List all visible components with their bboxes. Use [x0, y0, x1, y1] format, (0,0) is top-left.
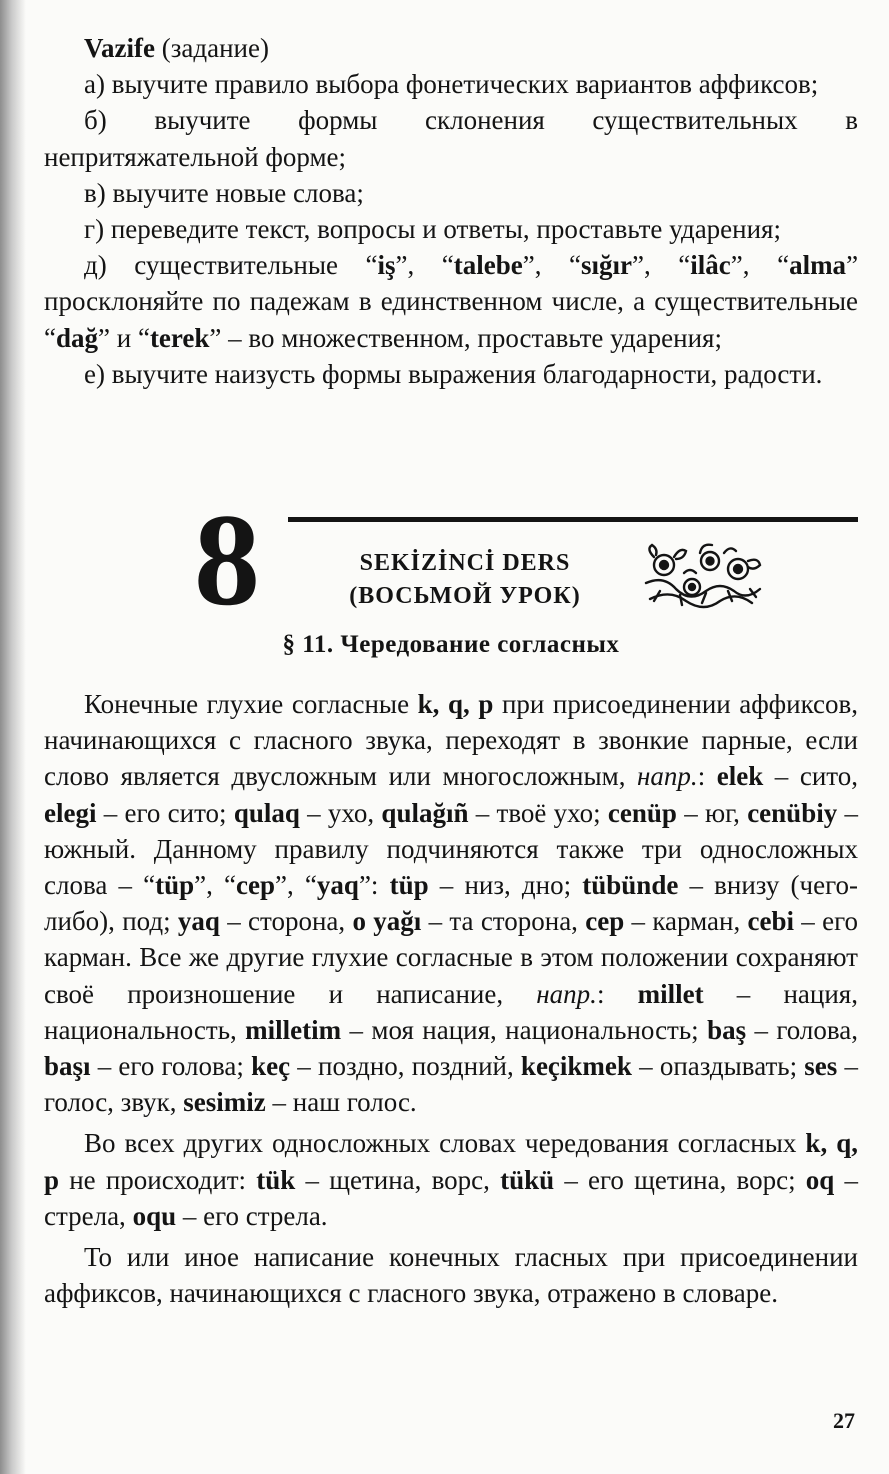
word-ilac: ilâc	[690, 250, 731, 281]
task-item-v: в) выучите новые слова;	[84, 177, 364, 208]
word-sigir: sığır	[581, 250, 633, 281]
task-item-b: б) выучите формы склонения существительных в непритяжательной форме;	[44, 105, 858, 172]
lesson-title-line2: (ВОСЬМОЙ УРОК)	[349, 583, 581, 609]
task-item-d: д) существительные “iş”, “talebe”, “sığır”, “ilâc”, “alma” просклоняйте по падежам в единственном числе, а существительные “dağ” и “terek” – во множественном, проставьте ударения;	[44, 250, 859, 353]
paragraph-3: То или иное написание конечных гласных при присоединении аффиксов, начинающихся с гласного звука, отражено в словаре.	[44, 1242, 858, 1309]
task-item-e: е) выучите наизусть формы выражения благодарности, радости.	[84, 358, 823, 389]
word-talebe: talebe	[453, 250, 523, 281]
lesson-rule-divider	[288, 517, 858, 522]
page-content	[44, 30, 859, 1309]
word-terek: terek	[149, 322, 210, 353]
word-is: iş	[377, 250, 396, 281]
task-heading-word: Vazife	[84, 33, 155, 63]
floral-ornament-icon	[640, 543, 764, 611]
task-heading	[44, 30, 858, 66]
paragraph-2: Во всех других односложных словах чередования согласных k, q, p не происходит: tük – щетина, ворс, tükü – его щетина, ворс; oq – стрела, oqu – его стрела.	[44, 1128, 858, 1231]
lesson-header	[44, 485, 858, 635]
task-item-g: г) переведите текст, вопросы и ответы, проставьте ударения;	[84, 214, 781, 245]
lesson-title	[300, 547, 630, 613]
lesson-title-line1: SEKİZİNCİ DERS	[359, 550, 571, 576]
section-title: § 11. Чередование согласных	[282, 631, 620, 658]
word-dag: dağ	[55, 322, 99, 353]
paragraph-1: Конечные глухие согласные k, q, p при присоединении аффиксов, начинающихся с гласного звука, переходят в звонкие парные, если слово является двусложным или многосложным, напр.: elek – сито, elegi – его сито; qulaq – ухо, qulağıñ – твоё ухо; cenüp – юг, cenübiy – южный. Данному правилу подчиняются также три односложных слова – “tüp”, “cep”, “yaq”: tüp – низ, дно; tübünde – внизу (чего-либо), под; yaq – сторона, o yağı – та сторона, cep – карман, cebi – его карман. Все же другие глухие согласные в этом положении сохраняют своё произношение и написание, напр.: millet – нация, национальность, milletim – моя нация, национальность; baş – голова, başı – его голова; keç – поздно, поздний, keçikmek – опаздывать; ses – голос, звук, sesimiz – наш голос.	[44, 689, 859, 1118]
task-block	[44, 30, 858, 392]
task-heading-note: (задание)	[154, 33, 269, 63]
body-text	[44, 686, 858, 1316]
page-number: 27	[833, 1408, 855, 1433]
lesson-number: 8	[194, 486, 260, 633]
word-alma: alma	[789, 250, 847, 281]
page-gutter-shadow	[0, 0, 26, 1474]
task-item-a: а) выучите правило выбора фонетических вариантов аффиксов;	[84, 69, 819, 100]
